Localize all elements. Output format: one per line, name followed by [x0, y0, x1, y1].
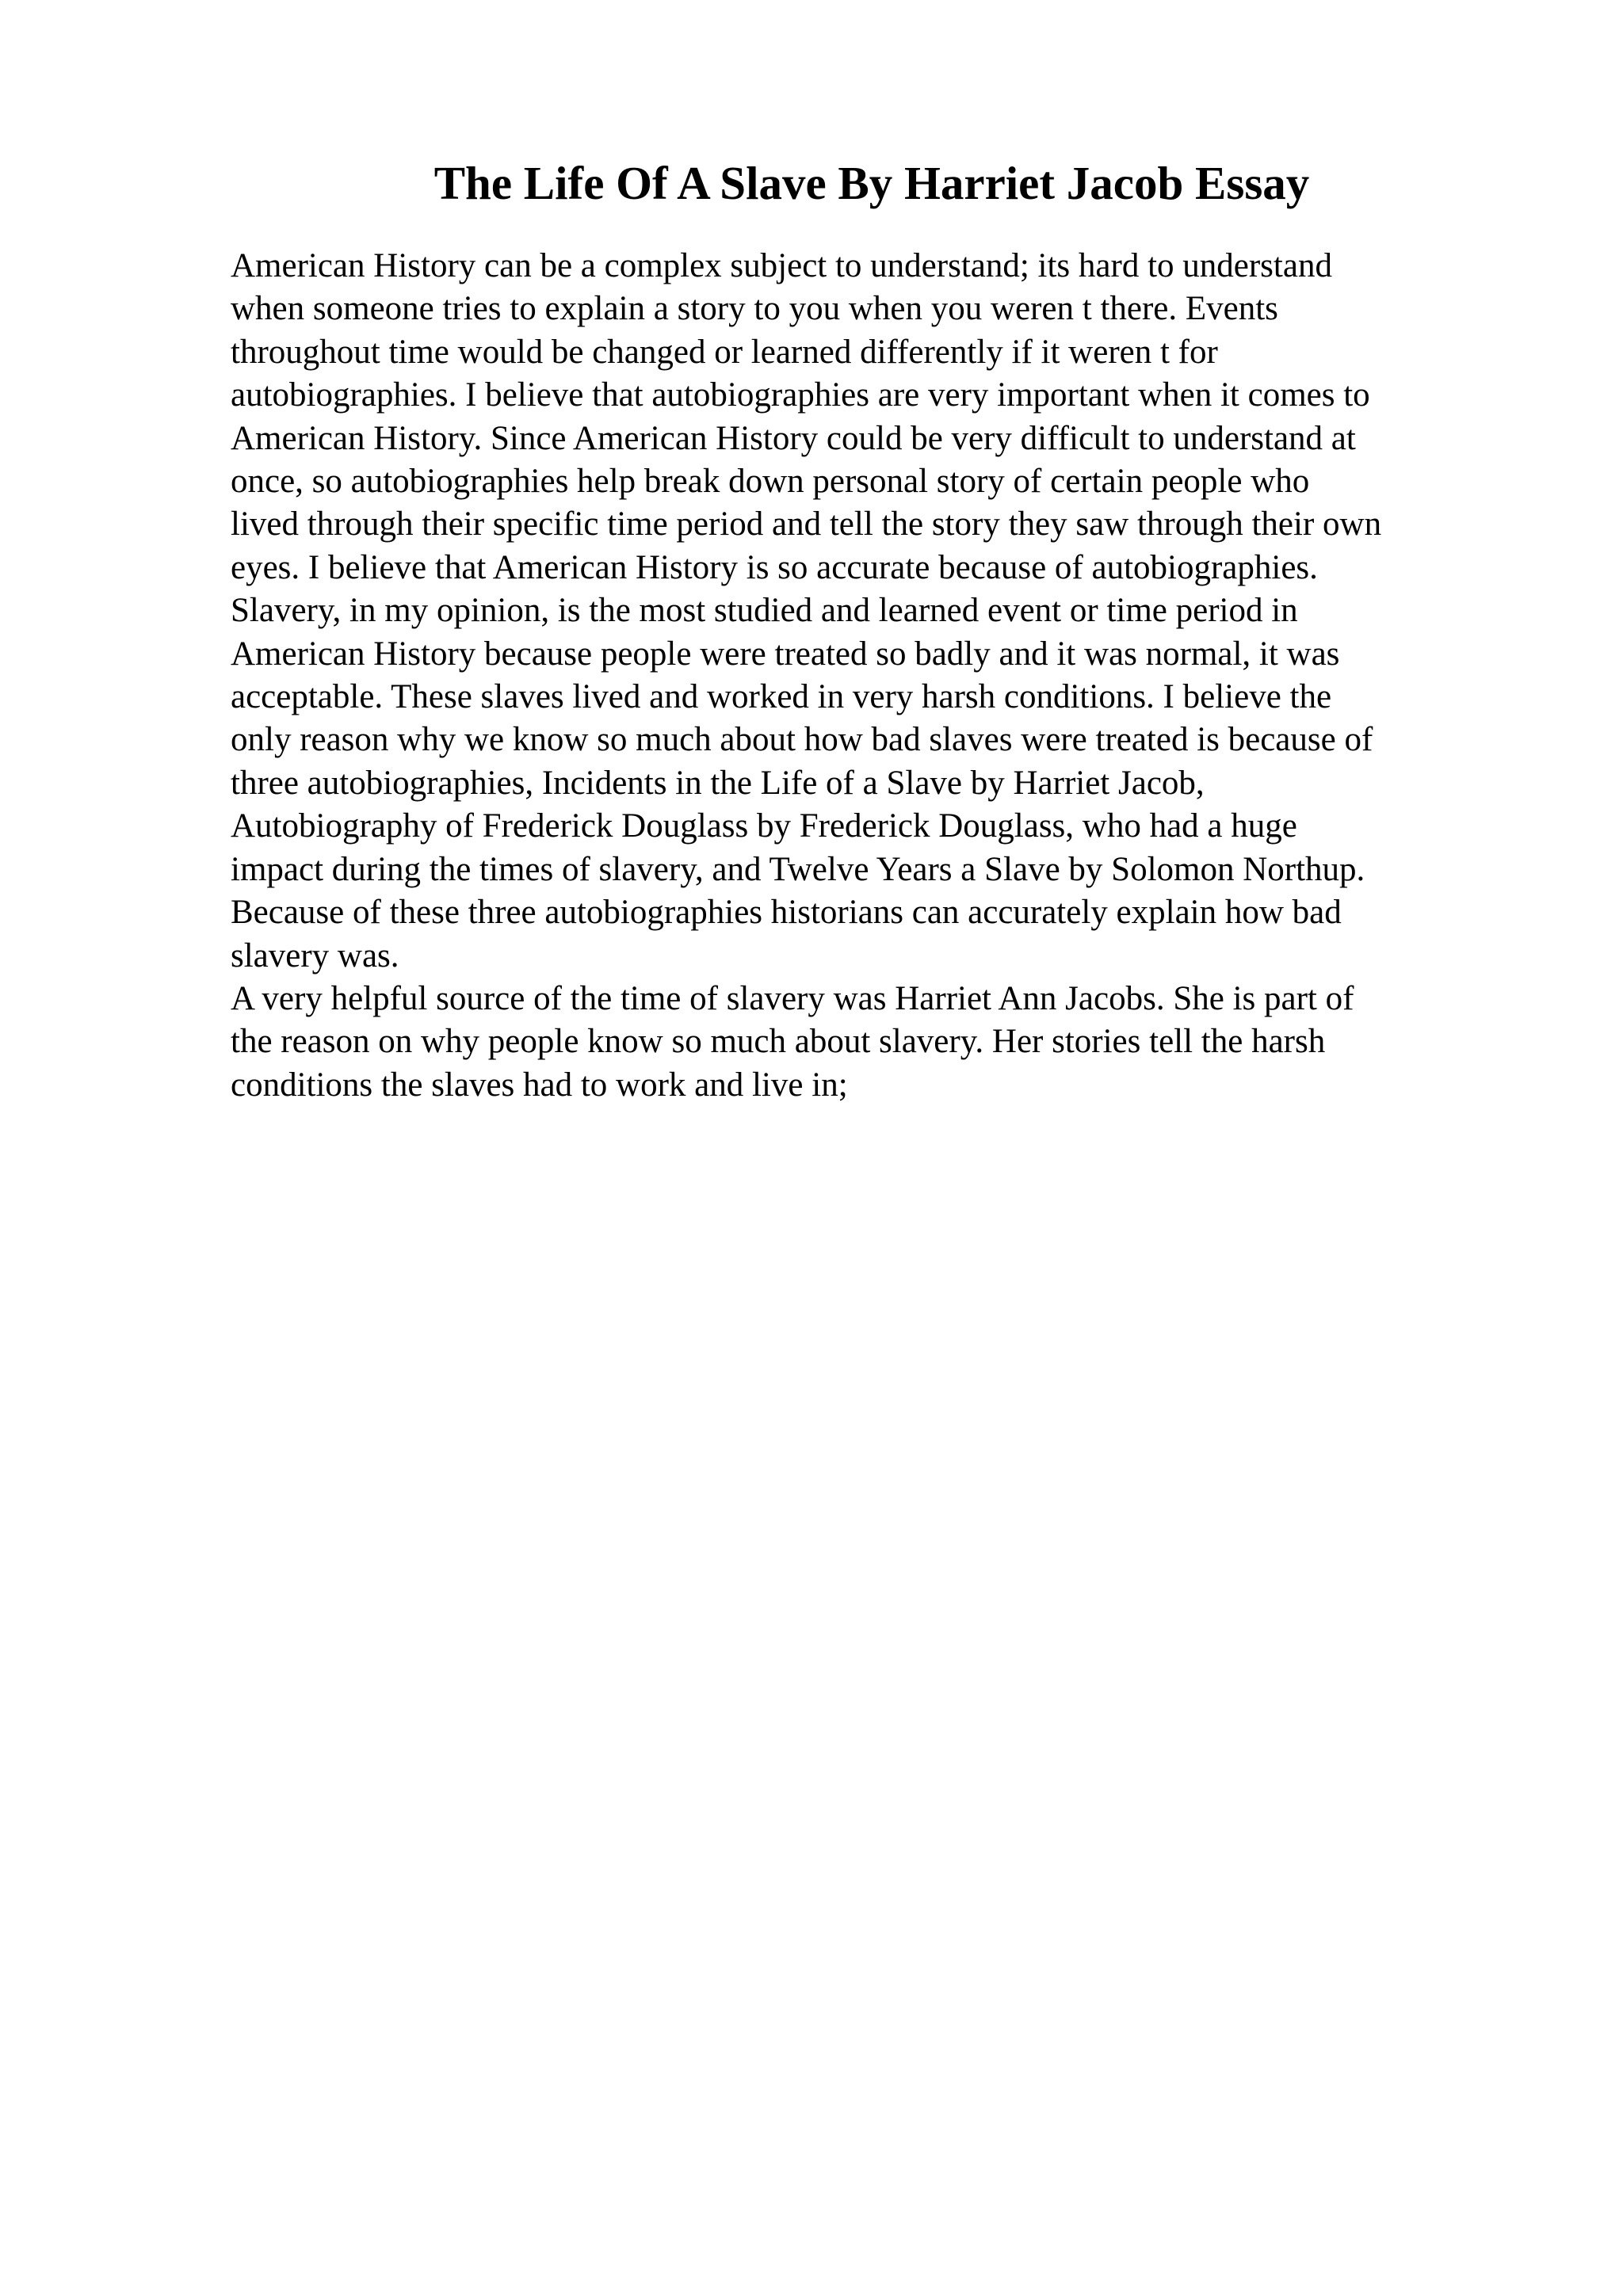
essay-line: American History. Since American History could be very difficult to understand at: [231, 419, 1356, 457]
essay-line: Because of these three autobiographies historians can accurately explain how bad: [231, 894, 1342, 932]
essay-line: throughout time would be changed or learned differently if it weren t for: [231, 333, 1218, 371]
essay-line: impact during the times of slavery, and Twelve Years a Slave by Solomon Northup.: [231, 850, 1365, 888]
essay-line: Autobiography of Frederick Douglass by Frederick Douglass, who had a huge: [231, 807, 1297, 845]
essay-body: [231, 245, 1483, 1107]
essay-line: three autobiographies, Incidents in the Life of a Slave by Harriet Jacob,: [231, 764, 1205, 802]
essay-line: acceptable. These slaves lived and worked in very harsh conditions. I believe the: [231, 678, 1332, 716]
essay-line: American History because people were treated so badly and it was normal, it was: [231, 635, 1340, 673]
essay-line: conditions the slaves had to work and live in;: [231, 1066, 848, 1104]
essay-line: eyes. I believe that American History is so accurate because of autobiographies.: [231, 548, 1318, 586]
essay-line: A very helpful source of the time of slavery was Harriet Ann Jacobs. She is part of: [231, 979, 1354, 1017]
essay-line: the reason on why people know so much about slavery. Her stories tell the harsh: [231, 1023, 1326, 1061]
essay-line: autobiographies. I believe that autobiographies are very important when it comes to: [231, 376, 1370, 414]
essay-line: slavery was.: [231, 936, 399, 974]
essay-line: once, so autobiographies help break down personal story of certain people who: [231, 463, 1310, 501]
essay-line: lived through their specific time period and tell the story they saw through their own: [231, 505, 1382, 543]
essay-line: when someone tries to explain a story to you when you weren t there. Events: [231, 290, 1278, 328]
essay-line: Slavery, in my opinion, is the most studied and learned event or time period in: [231, 592, 1298, 630]
essay-line: only reason why we know so much about how bad slaves were treated is because of: [231, 721, 1373, 759]
document-title: The Life Of A Slave By Harriet Jacob Essay: [433, 157, 1310, 209]
essay-line: American History can be a complex subject to understand; its hard to understand: [231, 247, 1332, 284]
